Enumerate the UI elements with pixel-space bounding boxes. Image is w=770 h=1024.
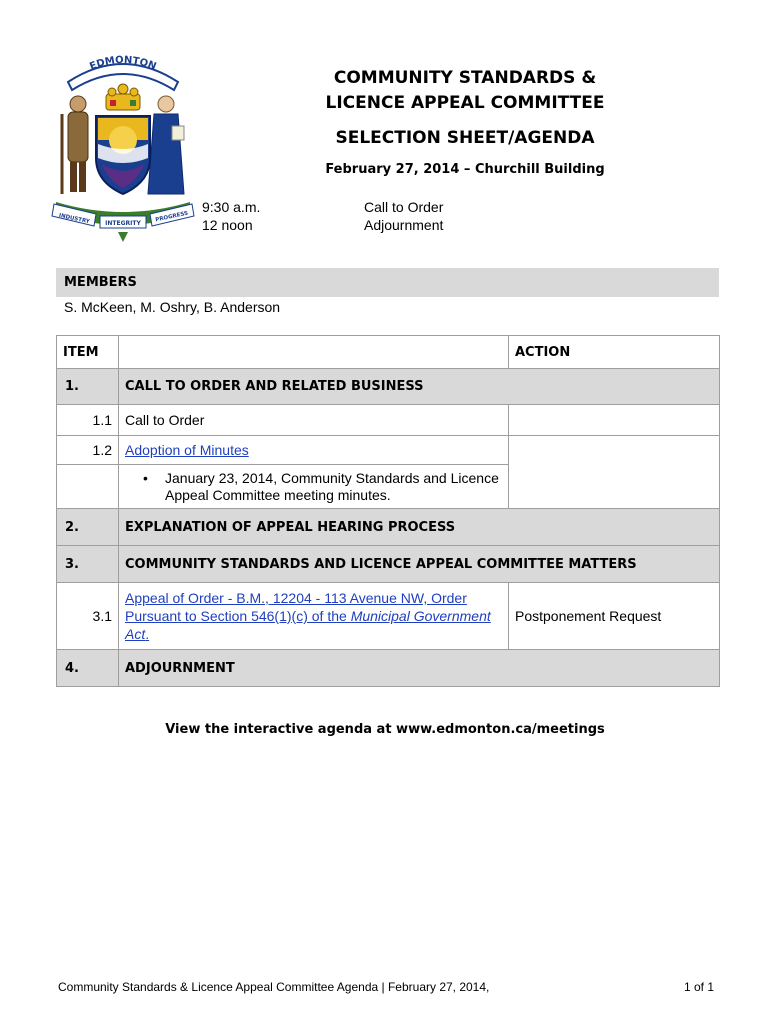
table-header-row (57, 336, 720, 369)
crest-motto-progress: PROGRESS (154, 210, 189, 224)
item-text (119, 465, 509, 509)
item-text: Call to Order (119, 405, 509, 436)
table-row-section-4 (57, 650, 720, 687)
page-number: 1 of 1 (683, 980, 714, 994)
table-row-section-3 (57, 546, 720, 583)
item-number: 1.1 (57, 405, 119, 436)
date-location: February 27, 2014 – Churchill Building (325, 162, 605, 177)
section-title: CALL TO ORDER AND RELATED BUSINESS (119, 369, 720, 405)
schedule-time: 12 noon (202, 217, 253, 233)
item-number: 4. (57, 650, 119, 687)
members-list: S. McKeen, M. Oshry, B. Anderson (64, 299, 281, 315)
section-title: ADJOURNMENT (119, 650, 720, 687)
column-header-action: ACTION (509, 336, 720, 369)
item-number: 1.2 (57, 436, 119, 465)
link-text-italic: Municipal Government Act (125, 608, 491, 642)
agenda-subtitle: SELECTION SHEET/AGENDA (335, 128, 595, 148)
list-item (125, 470, 502, 504)
link-text-end: . (145, 626, 150, 642)
item-number: 1. (57, 369, 119, 405)
title-line-1: COMMUNITY STANDARDS & (333, 68, 597, 88)
table-row (57, 405, 720, 436)
schedule-time: 9:30 a.m. (202, 199, 261, 215)
item-action (509, 405, 720, 436)
crest-motto-integrity: INTEGRITY (105, 220, 141, 227)
item-text (119, 436, 509, 465)
item-action (509, 436, 720, 509)
schedule-events (364, 198, 443, 234)
item-text (119, 583, 509, 650)
item-number: 3. (57, 546, 119, 583)
item-number (57, 465, 119, 509)
column-header-item: ITEM (57, 336, 119, 369)
interactive-agenda-note: View the interactive agenda at www.edmonton.ca/meetings (165, 722, 605, 737)
table-row-section-2 (57, 509, 720, 546)
edmonton-crest-logo (48, 54, 198, 244)
members-heading: MEMBERS (56, 268, 719, 297)
minutes-description: January 23, 2014, Community Standards and Licence Appeal Committee meeting minutes. (165, 469, 499, 503)
section-title: EXPLANATION OF APPEAL HEARING PROCESS (119, 509, 720, 546)
schedule-event: Call to Order (364, 199, 444, 215)
adoption-of-minutes-link[interactable]: Adoption of Minutes (125, 442, 249, 458)
bullet-icon: • (143, 469, 148, 486)
table-row (57, 583, 720, 650)
table-row-section-1 (57, 369, 720, 405)
footer-left: Community Standards & Licence Appeal Committee Agenda | February 27, 2014, (58, 980, 490, 994)
crest-banner-text: EDMONTON (88, 54, 158, 73)
crest-motto-industry: INDUSTRY (58, 212, 91, 226)
agenda-table (56, 335, 720, 687)
appeal-of-order-link[interactable] (125, 590, 491, 642)
schedule-event: Adjournment (364, 217, 444, 233)
item-number: 2. (57, 509, 119, 546)
table-row (57, 436, 720, 465)
link-text: Appeal of Order - B.M., 12204 - 113 Avenue NW, Order Pursuant to Section 546(1)(c) of the (125, 590, 467, 624)
title-line-2: LICENCE APPEAL COMMITTEE (325, 93, 605, 113)
item-number: 3.1 (57, 583, 119, 650)
item-action: Postponement Request (509, 583, 720, 650)
section-title: COMMUNITY STANDARDS AND LICENCE APPEAL COMMITTEE MATTERS (119, 546, 720, 583)
column-header-description (119, 336, 509, 369)
schedule-times (202, 198, 260, 234)
